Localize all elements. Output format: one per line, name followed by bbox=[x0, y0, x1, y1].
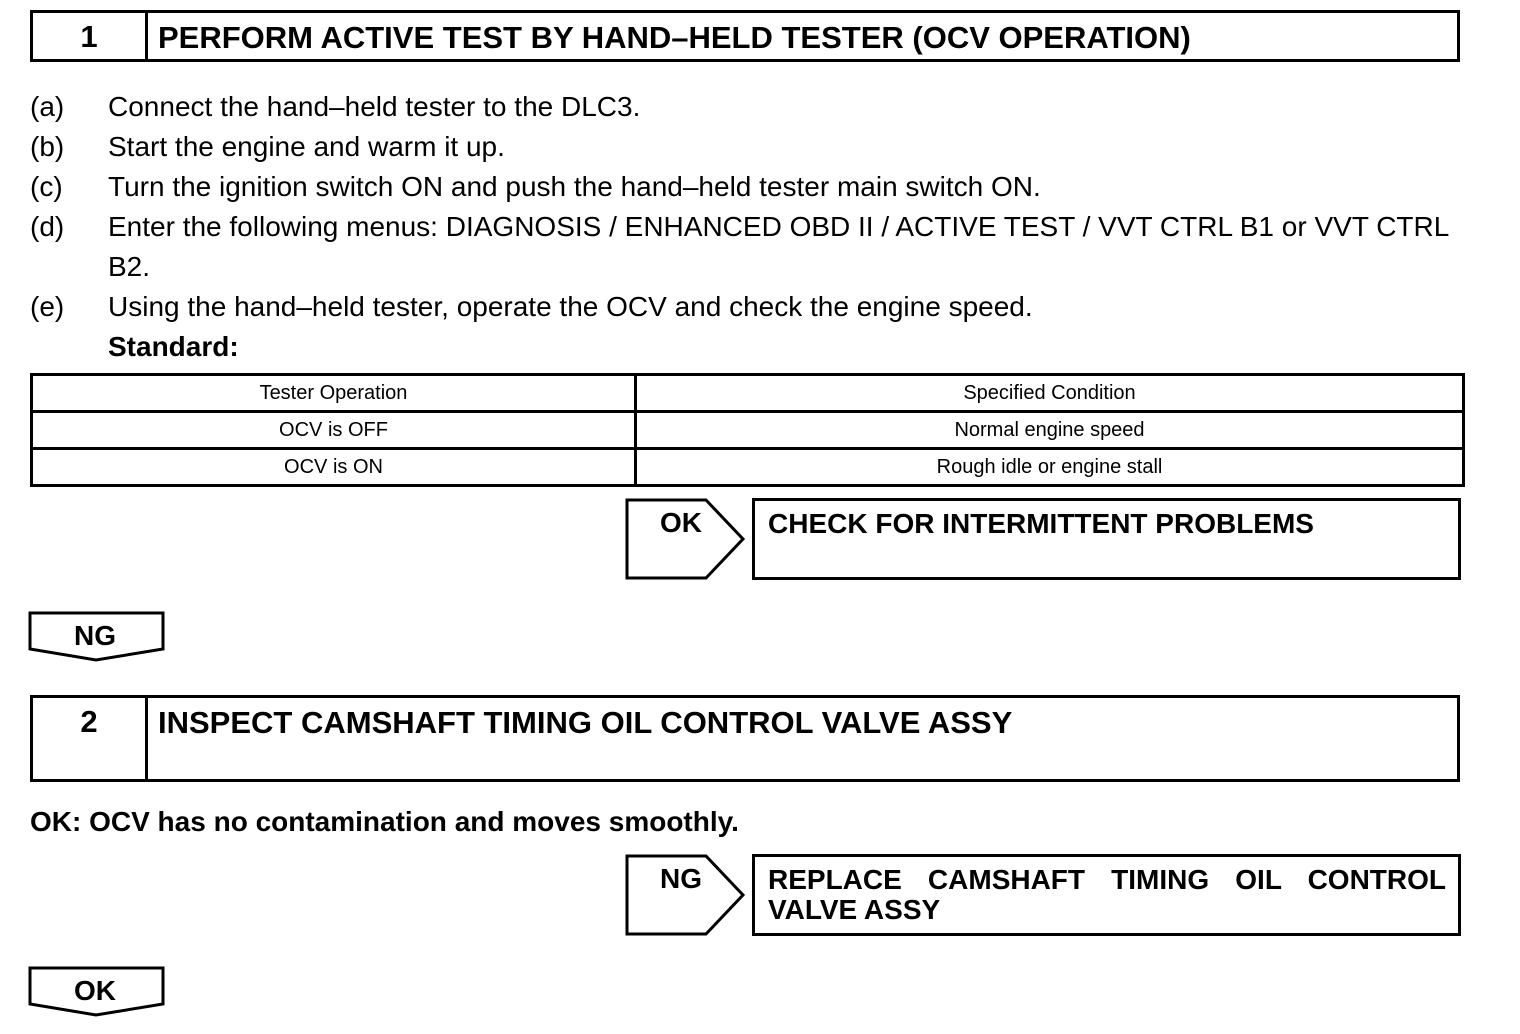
result-action-box: REPLACE CAMSHAFT TIMING OIL CONTROL VALVE ASSY bbox=[752, 854, 1461, 936]
step-2-number: 2 bbox=[33, 698, 148, 779]
instruction-label: (b) bbox=[30, 131, 65, 162]
ng-down-label: NG bbox=[74, 620, 116, 651]
step-2-title: INSPECT CAMSHAFT TIMING OIL CONTROL VALVE ASSY bbox=[158, 705, 1013, 740]
table-row bbox=[32, 412, 1464, 449]
table-header-row bbox=[32, 375, 1464, 412]
instruction-text: Enter the following menus: DIAGNOSIS / ENHANCED OBD II / ACTIVE TEST / VVT CTRL B1 or VVT CTRL B2. bbox=[108, 211, 1449, 282]
ng-arrow-label: NG bbox=[660, 863, 702, 894]
ok-statement: OK: OCV has no contamination and moves smoothly. bbox=[30, 806, 739, 837]
instruction-label: (d) bbox=[30, 211, 65, 242]
step-1-header bbox=[30, 10, 1460, 62]
step-2-header bbox=[30, 695, 1460, 782]
result-action-box: CHECK FOR INTERMITTENT PROBLEMS bbox=[752, 498, 1461, 580]
table-cell: OCV is OFF bbox=[32, 412, 636, 449]
table-cell: OCV is ON bbox=[32, 449, 636, 486]
instruction-label: (c) bbox=[30, 171, 63, 202]
instruction-text: Start the engine and warm it up. bbox=[108, 131, 505, 162]
standard-label: Standard: bbox=[108, 331, 239, 362]
spec-table bbox=[30, 373, 1465, 487]
instruction-text: Using the hand–held tester, operate the OCV and check the engine speed. bbox=[108, 291, 1033, 322]
table-cell: Normal engine speed bbox=[636, 412, 1464, 449]
instruction-label: (a) bbox=[30, 91, 65, 122]
column-header: Specified Condition bbox=[636, 375, 1464, 412]
step-1-title: PERFORM ACTIVE TEST BY HAND–HELD TESTER (OCV OPERATION) bbox=[158, 20, 1191, 55]
instruction-label: (e) bbox=[30, 291, 65, 322]
ok-arrow-label: OK bbox=[660, 507, 702, 538]
instruction-text: Turn the ignition switch ON and push the hand–held tester main switch ON. bbox=[108, 171, 1041, 202]
ok-down-label: OK bbox=[74, 975, 116, 1006]
column-header: Tester Operation bbox=[32, 375, 636, 412]
table-row bbox=[32, 449, 1464, 486]
table-cell: Rough idle or engine stall bbox=[636, 449, 1464, 486]
step-1-number: 1 bbox=[33, 13, 148, 59]
instruction-text: Connect the hand–held tester to the DLC3. bbox=[108, 91, 641, 122]
